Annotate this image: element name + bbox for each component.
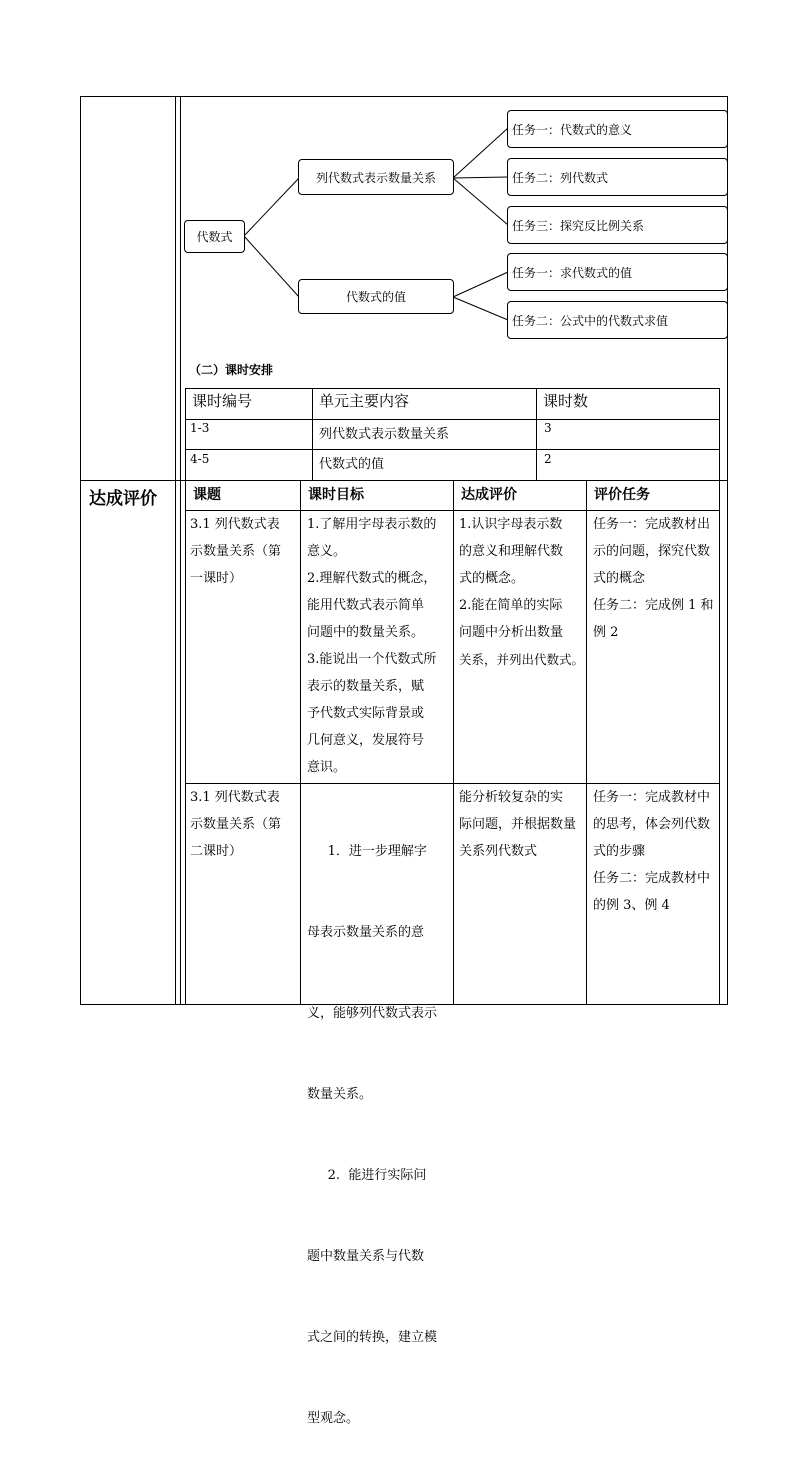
text-line: 二课时） [190,844,243,859]
schedule-table-border [312,388,313,481]
text-line: 任务二：完成例 1 和 [593,598,714,613]
text-line: 任务一：完成教材中 [593,790,711,805]
text-line: 关系，并列出代数式。 [459,652,585,667]
evaluation-header-cell: 评价任务 [594,487,650,503]
text-line: 关系列代数式 [459,844,538,859]
text-line: 示的问题，探究代数 [593,544,711,559]
text-line: 际问题，并根据数量 [459,817,577,832]
evaluation-header-cell: 课时目标 [308,487,364,503]
text-line: 问题中分析出数量 [459,625,564,640]
text-line: 母表示数量关系的意 [307,925,425,940]
text-line: 3.1 列代数式表 [190,790,280,805]
evaluation-topic-cell [190,511,298,592]
schedule-cell: 1-3 [190,421,210,435]
text-line: 能分析较复杂的实 [459,790,564,805]
mindmap-branch1-node [298,159,454,195]
evaluation-tasks-cell [593,511,719,646]
mindmap-task-node [507,110,728,148]
mindmap-branch2-label: 代数式的值 [345,290,406,304]
evaluation-header-cell: 达成评价 [461,487,517,503]
evaluation-table-border [185,480,186,1005]
text-line: 的意义和理解代数 [459,544,564,559]
evaluation-table-border [300,480,301,1005]
mindmap-task-label: 任务一：代数式的意义 [512,122,633,137]
mindmap-task-label: 任务二：公式中的代数式求值 [512,313,669,328]
text-line: 表示的数量关系，赋 [307,679,425,694]
text-line: 示数量关系（第 [190,544,282,559]
schedule-table-border [536,388,537,481]
text-line: 任务一：完成教材出 [593,517,711,532]
text-line: 1.了解用字母表示数的 [307,517,437,532]
schedule-header-cell: 单元主要内容 [319,392,410,410]
text-line: 2.理解代数式的概念， [307,571,437,586]
text-line: 示数量关系（第 [190,817,282,832]
evaluation-topic-cell [190,784,298,865]
evaluation-criteria-cell [459,511,591,673]
evaluation-goals-cell [307,784,452,1459]
schedule-header-cell: 课时数 [543,392,589,410]
text-line: 3.能说出一个代数式所 [307,652,437,667]
schedule-heading: （二）课时安排 [189,363,274,377]
text-line: 意义。 [307,544,347,559]
mindmap-root-label: 代数式 [196,230,233,244]
text-line: 意识。 [307,760,347,775]
text-line: 式的步骤 [593,844,646,859]
text-line: 式的概念。 [459,571,525,586]
text-line: 式的概念 [593,571,646,586]
text-line: 题中数量关系与代数 [307,1249,425,1264]
schedule-table-border [185,388,720,389]
schedule-cell: 3 [544,421,552,435]
text-line: 予代数式实际背景或 [307,706,425,721]
text-line: 的思考，体会列代数 [593,817,711,832]
schedule-cell: 4-5 [190,452,210,466]
text-line: 的例 3、例 4 [593,898,670,913]
text-line: 1．进一步理解字 [307,844,427,859]
schedule-table-border [185,388,186,481]
text-line: 义，能够列代数式表示 [307,1006,438,1021]
schedule-cell: 代数式的值 [319,457,385,472]
mindmap-branch1-label: 列代数式表示数量关系 [315,170,436,185]
text-line: 2.能在简单的实际 [459,598,563,613]
mindmap-root-node [184,220,245,253]
evaluation-criteria-cell [459,784,585,865]
schedule-header-cell: 课时编号 [192,392,253,410]
schedule-table-border [185,449,720,450]
mindmap-branch2-node [298,279,454,314]
mindmap-task-label: 任务三：探究反比例关系 [512,218,645,233]
text-line: 例 2 [593,625,619,640]
evaluation-tasks-cell [593,784,719,919]
schedule-table-border [719,388,720,481]
text-line: 问题中的数量关系。 [307,625,425,640]
mindmap-task-node [507,206,728,244]
mindmap-task-label: 任务一：求代数式的值 [512,265,633,280]
schedule-table-border [185,419,720,420]
schedule-cell: 列代数式表示数量关系 [319,427,450,442]
schedule-cell: 2 [544,452,552,466]
mindmap-task-node [507,301,728,339]
text-line: 数量关系。 [307,1087,373,1102]
evaluation-goals-cell [307,511,452,781]
text-line: 2. 能进行实际问 [307,1168,427,1183]
mindmap-task-label: 任务二：列代数式 [512,170,609,185]
text-line: 任务二：完成教材中 [593,871,711,886]
text-line: 能用代数式表示简单 [307,598,425,613]
mindmap-task-node [507,253,728,291]
text-line: 式之间的转换，建立模 [307,1330,438,1345]
text-line: 1.认识字母表示数 [459,517,563,532]
mindmap-task-node [507,158,728,196]
evaluation-table-border [719,480,720,1005]
evaluation-header-cell: 课题 [193,487,221,503]
text-line: 型观念。 [307,1411,360,1426]
text-line: 3.1 列代数式表 [190,517,280,532]
text-line: 几何意义，发展符号 [307,733,425,748]
evaluation-section-label: 达成评价 [89,489,157,509]
evaluation-table-border [453,480,454,1005]
section-divider [80,480,728,481]
text-line: 一课时） [190,571,243,586]
